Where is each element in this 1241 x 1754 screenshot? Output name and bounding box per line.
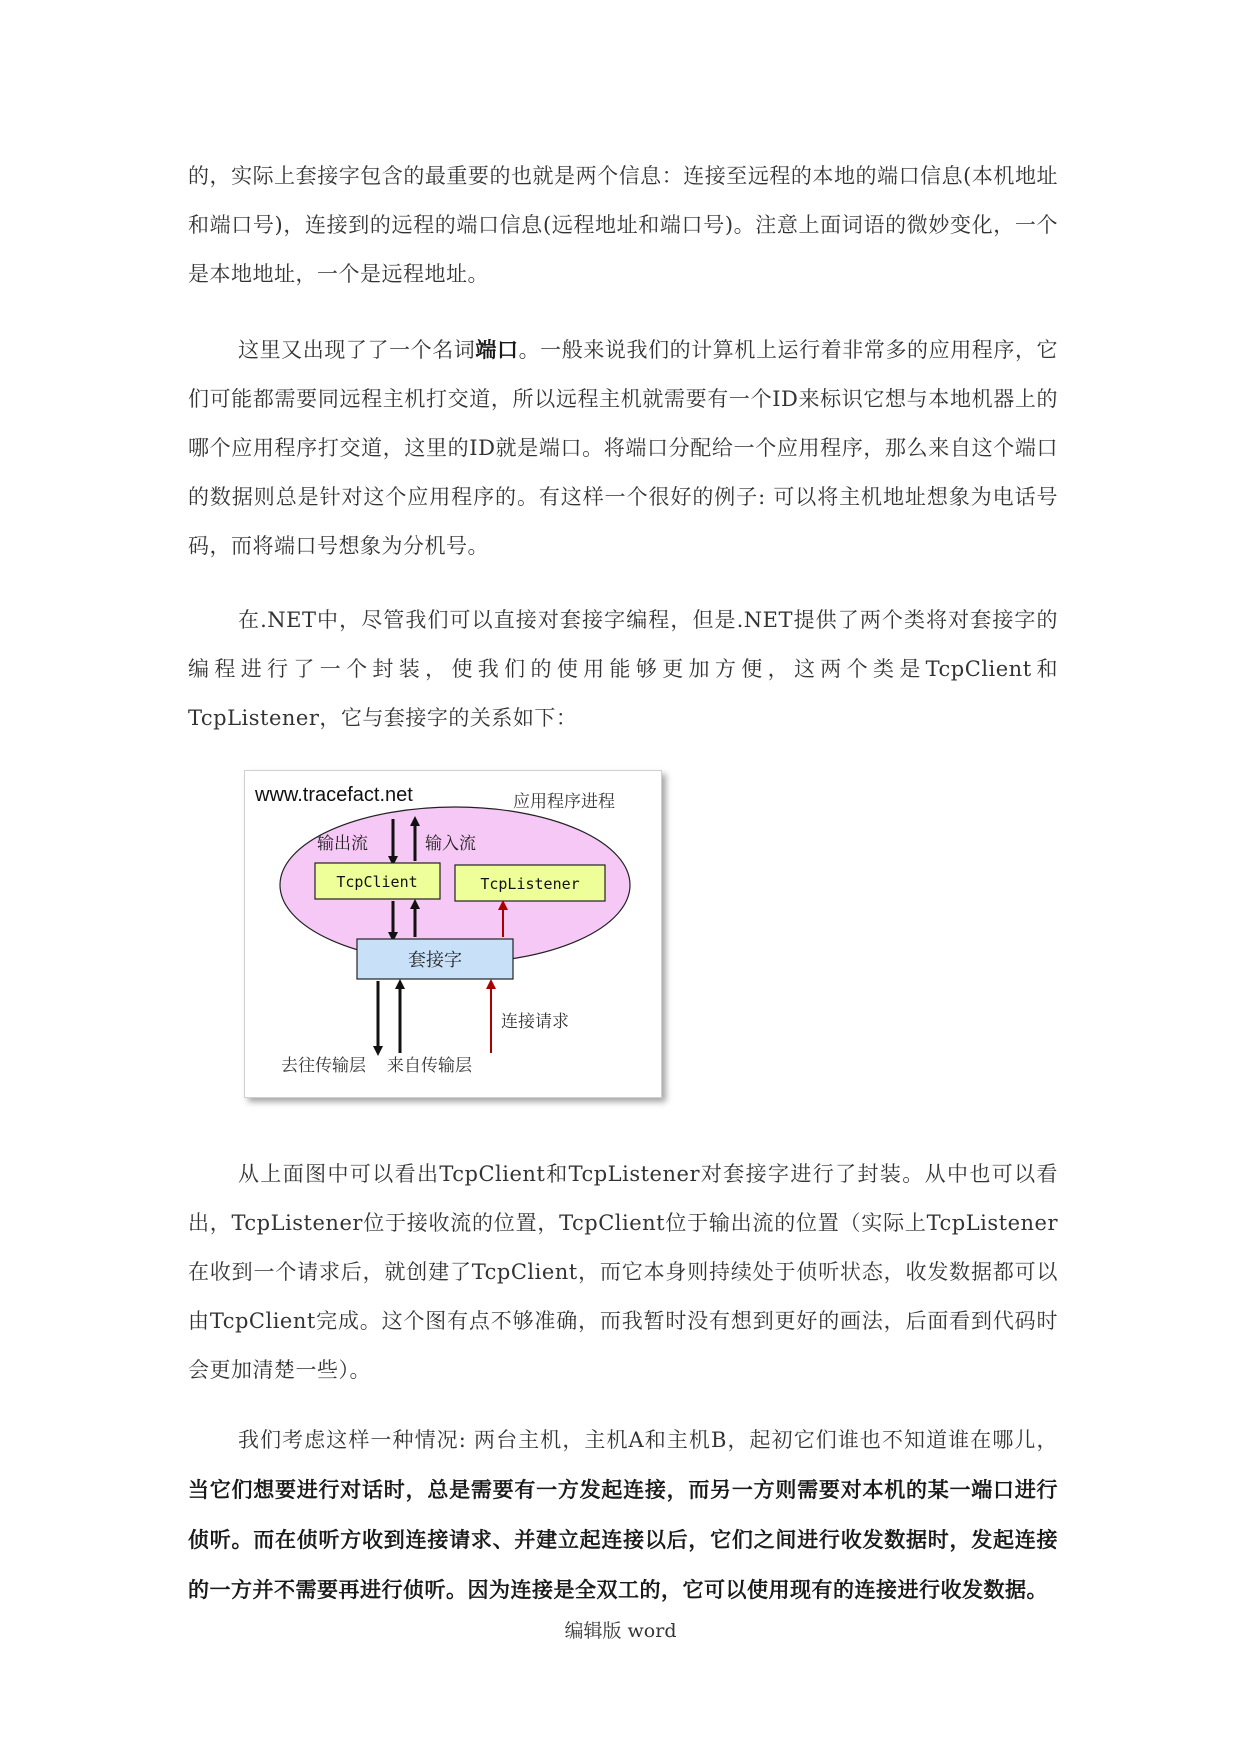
to-transport-label: 去往传输层 [281,1056,366,1076]
paragraph-dotnet-classes: 在.NET中，尽管我们可以直接对套接字编程，但是.NET提供了两个类将对套接字的编程进行了一个封装，使我们的使用能够更加方便，这两个类是TcpClient和TcpListener，它与套接字的关系如下： [188,608,1058,730]
paragraph-diagram-explanation: 从上面图中可以看出TcpClient和TcpListener对套接字进行了封装。从中也可以看出，TcpListener位于接收流的位置，TcpClient位于输出流的位置（实际上TcpListener在收到一个请求后，就创建了TcpClient，而它本身则持续处于侦听状态，收发数据都可以由TcpClient完成。这个图有点不够准确，而我暂时没有想到更好的画法，后面看到代码时会更加清楚一些）。 [188,1162,1058,1382]
paragraph-port [188,325,1058,571]
site-label: www.tracefact.net [255,784,413,806]
page-footer: 编辑版 word [564,1620,677,1642]
socket-label: 套接字 [408,950,462,971]
paragraph-port-after: 。一般来说我们的计算机上运行着非常多的应用程序，它们可能都需要同远程主机打交道，所以远程主机就需要有一个ID来标识它想与本地机器上的哪个应用程序打交道，这里的ID就是端口。将端口分配给一个应用程序，那么来自这个端口的数据则总是针对这个应用程序的。有这样一个很好的例子: 可以将主机地址想象为电话号码，而将端口号想象为分机号。 [188,338,1059,558]
output-stream-label: 输出流 [317,834,368,854]
connect-request-label: 连接请求 [501,1012,569,1032]
process-label: 应用程序进程 [513,792,615,812]
paragraph-two-hosts-normal: 我们考虑这样一种情况: 两台主机，主机A和主机B，起初它们谁也不知道谁在哪儿， [238,1428,1058,1452]
term-port: 端口 [475,337,519,362]
input-stream-label: 输入流 [425,834,476,854]
from-transport-label: 来自传输层 [387,1056,472,1076]
paragraph-socket-info: 的，实际上套接字包含的最重要的也就是两个信息：连接至远程的本地的端口信息(本机地址和端口号)，连接到的远程的端口信息(远程地址和端口号)。注意上面词语的微妙变化，一个是本地地址，一个是远程地址。 [188,164,1058,286]
paragraph-two-hosts [188,1416,1058,1615]
socket-diagram-svg [245,771,661,1097]
paragraph-port-before: 这里又出现了了一个名词 [238,338,476,362]
tcpclient-label: TcpClient [336,873,418,891]
paragraph-two-hosts-bold: 当它们想要进行对话时，总是需要有一方发起连接，而另一方则需要对本机的某一端口进行侦听。而在侦听方收到连接请求、并建立起连接以后，它们之间进行收发数据时，发起连接的一方并不需要再进行侦听。因为连接是全双工的，它可以使用现有的连接进行收发数据。 [188,1477,1058,1602]
tcplistener-label: TcpListener [480,875,580,893]
socket-diagram [244,770,662,1098]
